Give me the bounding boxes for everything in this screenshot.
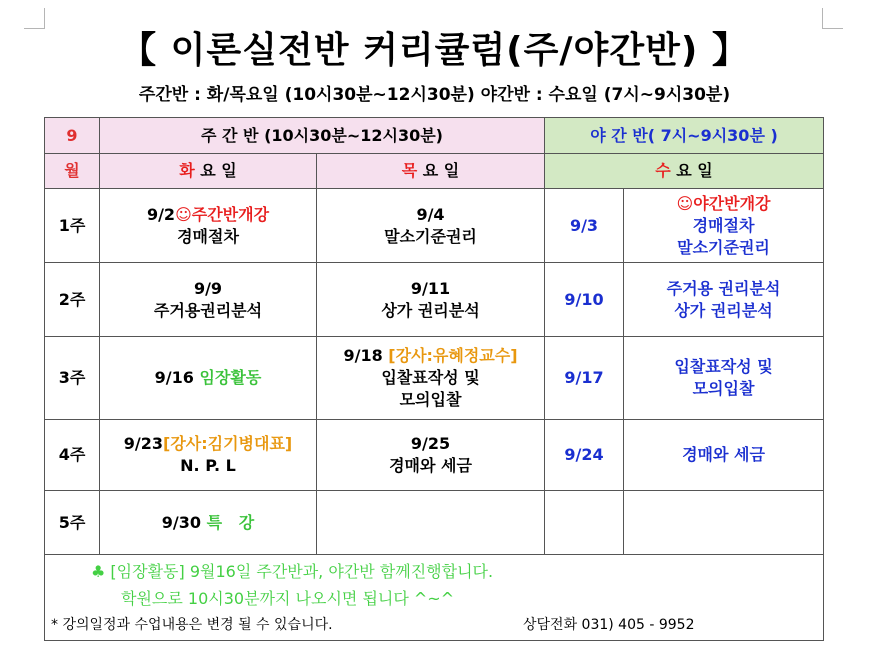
thursday-cell: [317, 337, 545, 420]
header-row-days: [45, 154, 824, 189]
wednesday-rest: 요 일: [670, 161, 713, 180]
week-label: 5주: [45, 491, 100, 555]
table-row: [45, 189, 824, 263]
day-class-header: 주 간 반 (10시30분~12시30분): [100, 118, 545, 154]
special-lecture-label: 특 강: [206, 512, 255, 532]
tuesday-cell: [100, 263, 317, 337]
topic: 경매와 세금: [389, 456, 472, 475]
opening-label: ☺주간반개강: [175, 204, 270, 224]
wednesday-date: 9/10: [545, 263, 624, 337]
wednesday-cell: 경매와 세금: [624, 420, 824, 491]
wednesday-date: 9/3: [545, 189, 624, 263]
date: 9/11: [410, 278, 451, 298]
notes-cell: [45, 555, 824, 641]
thursday-header: [317, 154, 545, 189]
date: 9/2: [146, 204, 176, 224]
thursday-cell: [317, 491, 545, 555]
week-label: 1주: [45, 189, 100, 263]
wednesday-date: 9/17: [545, 337, 624, 420]
wednesday-date: [545, 491, 624, 555]
arrival-note: 학원으로 10시30분까지 나오시면 됩니다 ^~^: [121, 588, 455, 608]
tuesday-header: [100, 154, 317, 189]
tuesday-cell: [100, 491, 317, 555]
field-trip-label: 임장활동: [199, 368, 262, 387]
week-label: 2주: [45, 263, 100, 337]
topic: N. P. L: [180, 456, 236, 475]
date: 9/30: [161, 512, 202, 532]
wednesday-cell: [624, 491, 824, 555]
tuesday-cell: [100, 337, 317, 420]
tuesday-cell: [100, 189, 317, 263]
topic: 상가 권리분석: [381, 300, 480, 320]
wednesday-header: [545, 154, 824, 189]
thursday-rest: 요 일: [417, 161, 460, 180]
wednesday-date: 9/24: [545, 420, 624, 491]
tuesday-first-char: 화: [179, 161, 195, 180]
thursday-first-char: 목: [401, 161, 418, 180]
table-row: [45, 420, 824, 491]
date: 9/23: [123, 434, 164, 453]
topic: 모의입찰: [399, 390, 462, 409]
tuesday-rest: 요 일: [194, 161, 237, 180]
month-unit: 월: [45, 154, 100, 189]
thursday-cell: [317, 263, 545, 337]
topic: 주거용 권리분석: [666, 278, 781, 298]
thursday-cell: [317, 420, 545, 491]
opening-label: ☺야간반개강: [676, 193, 771, 213]
date: 9/16: [154, 368, 194, 387]
page-title: 【 이론실전반 커리큘럼(주/야간반) 】: [120, 30, 749, 71]
instructor-label: [강사:김기병대표]: [163, 434, 293, 453]
instructor-label: [강사:유혜정교수]: [388, 346, 518, 365]
topic: 주거용권리분석: [153, 300, 263, 320]
change-notice: [45, 612, 823, 638]
table-row: [45, 491, 824, 555]
date: 9/4: [416, 204, 445, 224]
contact-phone: 상담전화 031) 405 - 9952: [523, 616, 695, 633]
field-trip-note: ♣ [임장활동] 9월16일 주간반과, 야간반 함께진행합니다.: [91, 561, 494, 581]
topic: 경매절차: [692, 215, 755, 235]
wednesday-cell: [624, 263, 824, 337]
header-row-class: [45, 118, 824, 154]
tuesday-cell: [100, 420, 317, 491]
week-label: 3주: [45, 337, 100, 420]
topic: 모의입찰: [692, 379, 755, 398]
curriculum-table: [44, 117, 824, 641]
night-class-header: 야 간 반( 7시~9시30분 ): [545, 118, 824, 154]
notes-row: [45, 555, 824, 641]
topic: 상가 권리분석: [674, 300, 773, 320]
date: 9/25: [410, 434, 451, 453]
schedule-subtitle: 주간반 : 화/목요일 (10시30분~12시30분) 야간반 : 수요일 (7시~9시30분): [138, 85, 731, 105]
wednesday-cell: [624, 189, 824, 263]
topic: 입찰표작성 및: [674, 357, 773, 376]
topic: 경매절차: [177, 226, 239, 246]
date: 9/9: [193, 278, 223, 298]
topic: 말소기준권리: [677, 237, 770, 257]
wednesday-cell: [624, 337, 824, 420]
topic: 말소기준권리: [384, 226, 477, 246]
wednesday-first-char: 수: [655, 161, 671, 180]
thursday-cell: [317, 189, 545, 263]
change-notice-text: * 강의일정과 수업내용은 변경 될 수 있습니다.: [51, 616, 333, 633]
table-row: [45, 337, 824, 420]
topic: 입찰표작성 및: [381, 368, 480, 387]
week-label: 4주: [45, 420, 100, 491]
date: 9/18: [343, 346, 383, 365]
table-row: [45, 263, 824, 337]
month-number: 9: [45, 118, 100, 154]
